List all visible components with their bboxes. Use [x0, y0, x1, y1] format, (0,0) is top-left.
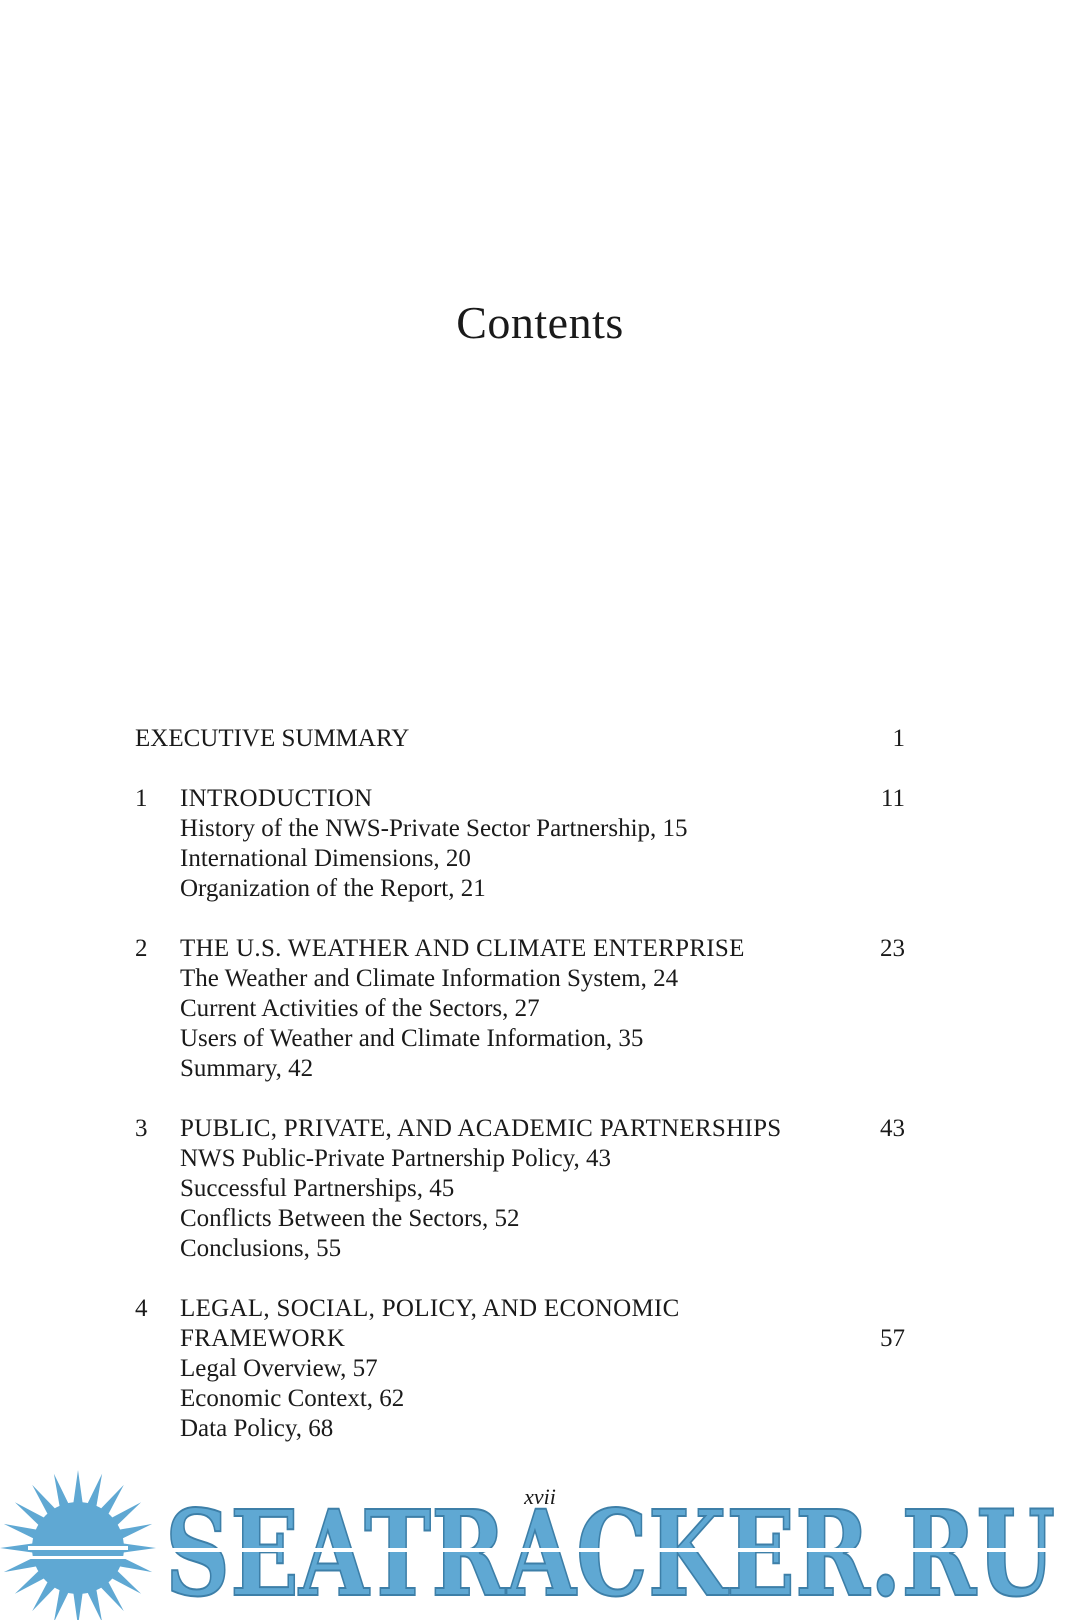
toc-entry-title: EXECUTIVE SUMMARY	[135, 725, 410, 752]
sun-ray	[118, 1557, 152, 1572]
chapter-title-line-1: LEGAL, SOCIAL, POLICY, AND ECONOMIC	[180, 1295, 680, 1322]
toc-chapter-2[interactable]	[135, 934, 905, 1084]
toc-entry-executive-summary[interactable]	[135, 724, 905, 754]
chapter-page: 43	[880, 1115, 905, 1142]
chapter-number: 4	[135, 1295, 148, 1322]
page-folio: xvii	[524, 1484, 556, 1509]
section-entry[interactable]: Economic Context, 62	[180, 1385, 405, 1412]
sun-ray	[73, 1470, 83, 1504]
sun-icon	[0, 1470, 156, 1620]
chapter-page: 23	[880, 935, 905, 962]
section-entry[interactable]: History of the NWS-Private Sector Partnership, 15	[180, 815, 688, 842]
watermark	[0, 1460, 1080, 1620]
sun-ray	[118, 1524, 152, 1539]
sun-ray	[4, 1557, 38, 1572]
chapter-title: INTRODUCTION	[180, 785, 373, 812]
chapter-title: PUBLIC, PRIVATE, AND ACADEMIC PARTNERSHIPS	[180, 1115, 782, 1142]
section-entry[interactable]: Conclusions, 55	[180, 1235, 342, 1262]
section-entry[interactable]: Organization of the Report, 21	[180, 875, 486, 902]
chapter-title: THE U.S. WEATHER AND CLIMATE ENTERPRISE	[180, 935, 745, 962]
sun-ray	[4, 1524, 38, 1539]
section-entry[interactable]: Users of Weather and Climate Information, 35	[180, 1025, 644, 1052]
table-of-contents	[135, 724, 905, 1474]
toc-entry-page: 1	[892, 725, 905, 752]
sun-ray	[54, 1474, 69, 1508]
section-entry[interactable]: Successful Partnerships, 45	[180, 1175, 455, 1202]
chapter-page: 11	[880, 785, 905, 812]
toc-chapter-1[interactable]	[135, 784, 905, 904]
section-entry[interactable]: Data Policy, 68	[180, 1415, 334, 1442]
section-entry[interactable]: Conflicts Between the Sectors, 52	[180, 1205, 520, 1232]
chapter-page: 57	[880, 1325, 905, 1352]
page-title: Contents	[456, 297, 624, 348]
toc-chapter-4[interactable]	[135, 1294, 905, 1444]
chapter-number: 3	[135, 1115, 148, 1142]
section-entry[interactable]: Current Activities of the Sectors, 27	[180, 995, 540, 1022]
watermark-text: SEATRACKER.RU	[165, 1484, 1055, 1620]
sun-ray	[73, 1592, 83, 1620]
section-entry[interactable]: Legal Overview, 57	[180, 1355, 378, 1382]
chapter-title-line-2: FRAMEWORK	[180, 1325, 346, 1352]
sun-ray	[87, 1588, 102, 1620]
section-entry[interactable]: NWS Public-Private Partnership Policy, 43	[180, 1145, 611, 1172]
section-entry[interactable]: The Weather and Climate Information System, 24	[180, 965, 679, 992]
chapter-number: 2	[135, 935, 148, 962]
chapter-number: 1	[135, 785, 148, 812]
section-entry[interactable]: Summary, 42	[180, 1055, 314, 1082]
toc-chapter-3[interactable]	[135, 1114, 905, 1264]
sun-ray	[87, 1474, 102, 1508]
section-entry[interactable]: International Dimensions, 20	[180, 845, 471, 872]
sun-ray	[54, 1588, 69, 1620]
